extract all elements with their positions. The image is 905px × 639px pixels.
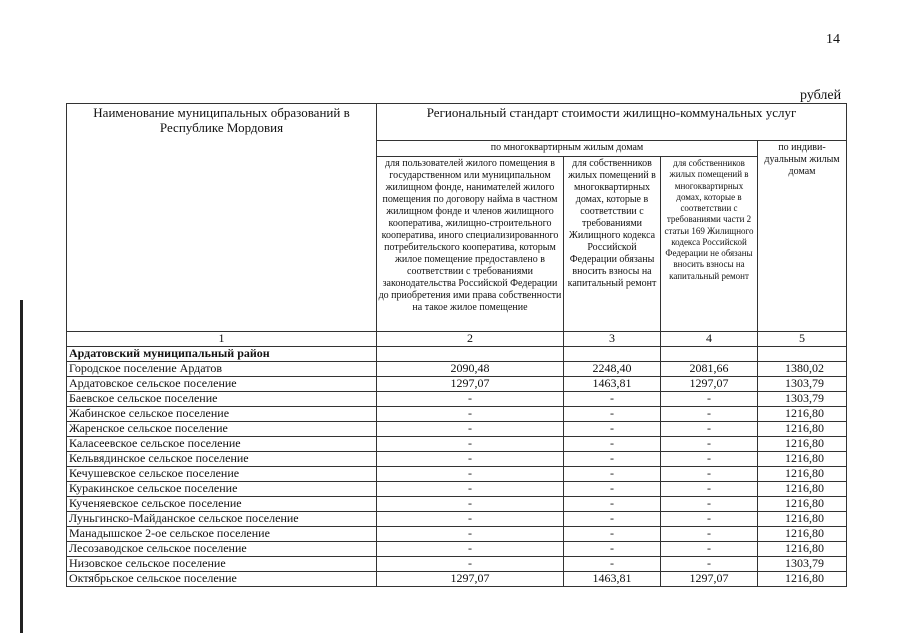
value-col4-cell: 1297,07 [661,572,758,587]
value-col2-cell: - [377,557,564,572]
column-number: 4 [661,332,758,347]
value-col5-cell: 1380,02 [758,362,847,377]
empty-cell [661,347,758,362]
column-number: 3 [564,332,661,347]
value-col5-cell: 1216,80 [758,422,847,437]
value-col2-cell: - [377,422,564,437]
value-col5-cell: 1303,79 [758,557,847,572]
value-col5-cell: 1216,80 [758,467,847,482]
value-col5-cell: 1216,80 [758,527,847,542]
value-col5-cell: 1216,80 [758,497,847,512]
municipality-name-cell: Луньгинско-Майданское сельское поселение [67,512,377,527]
table-row [67,542,847,557]
value-col5-cell: 1216,80 [758,407,847,422]
value-col4-cell: - [661,482,758,497]
value-col2-cell: - [377,392,564,407]
municipality-name-cell: Ардатовское сельское поселение [67,377,377,392]
municipality-name-cell: Жабинское сельское поселение [67,407,377,422]
value-col3-cell: - [564,557,661,572]
value-col4-cell: - [661,512,758,527]
municipality-name-cell: Кельвядинское сельское поселение [67,452,377,467]
value-col3-cell: - [564,437,661,452]
municipality-name-cell: Октябрьское сельское поселение [67,572,377,587]
table-row [67,422,847,437]
page-number: 14 [826,32,840,47]
value-col3-cell: - [564,467,661,482]
municipality-name-cell: Жаренское сельское поселение [67,422,377,437]
value-col2-cell: - [377,497,564,512]
value-col4-cell: - [661,557,758,572]
value-col3-cell: - [564,482,661,497]
municipality-name-cell: Манадышское 2-ое сельское поселение [67,527,377,542]
municipality-name-cell: Низовское сельское поселение [67,557,377,572]
value-col4-cell: - [661,452,758,467]
value-col3-cell: 1463,81 [564,377,661,392]
section-row [67,347,847,362]
value-col2-cell: - [377,512,564,527]
municipality-name-cell: Баевское сельское поселение [67,392,377,407]
value-col5-cell: 1303,79 [758,392,847,407]
municipality-name-cell: Кученяевское сельское поселение [67,497,377,512]
municipality-name-cell: Куракинское сельское поселение [67,482,377,497]
table-row [67,452,847,467]
header-multi-apartment: по многоквартирным жилым домам [377,141,758,157]
header-col2-users: для пользователей жилого помещения в государственном или муниципальном жилищном фонде, нанимателей жилого помещения по договору найма в частном жилищном фонде и членов жилищного кооператива, жилищно-строительного кооператива, иного специализированного потребительского кооператива, которым жилое помещение предоставлено в соответствии с требованиями законодательства Российской Федерации до приобретения ими права собственности на такое жилое помещение [377,157,564,332]
value-col3-cell: - [564,422,661,437]
municipality-name-cell: Лесозаводское сельское поселение [67,542,377,557]
municipality-name-cell: Каласеевское сельское поселение [67,437,377,452]
value-col5-cell: 1216,80 [758,542,847,557]
table-row [67,557,847,572]
header-col3-owners-obliged: для собственников жилых помещений в многоквартирных домах, которые в соответствии с требованиями Жилищного кодекса Российской Федерации обязаны вносить взносы на капитальный ремонт [564,157,661,332]
value-col2-cell: - [377,527,564,542]
value-col2-cell: - [377,407,564,422]
header-individual-houses: по индиви-дуальным жилым домам [758,141,847,332]
value-col4-cell: - [661,407,758,422]
table-row [67,482,847,497]
header-col4-owners-not-obliged: для собственников жилых помещений в многоквартирных домах, которые в соответствии с требованиями части 2 статьи 169 Жилищного кодекса Российской Федерации не обязаны вносить взносы на капитальный ремонт [661,157,758,332]
table-row [67,467,847,482]
value-col5-cell: 1216,80 [758,572,847,587]
header-municipality-name: Наименование муниципальных образований в Республике Мордовия [67,104,377,332]
table-row [67,407,847,422]
value-col2-cell: - [377,467,564,482]
scan-edge-line [20,300,23,633]
value-col4-cell: - [661,542,758,557]
municipality-name-cell: Кечушевское сельское поселение [67,467,377,482]
value-col2-cell: - [377,482,564,497]
column-number: 2 [377,332,564,347]
value-col3-cell: - [564,497,661,512]
empty-cell [564,347,661,362]
value-col2-cell: - [377,542,564,557]
header-row-top [67,104,847,141]
empty-cell [377,347,564,362]
table-row [67,362,847,377]
table-row [67,572,847,587]
value-col3-cell: - [564,392,661,407]
value-col3-cell: 2248,40 [564,362,661,377]
value-col4-cell: 2081,66 [661,362,758,377]
value-col4-cell: - [661,392,758,407]
column-number-row [67,332,847,347]
table-row [67,392,847,407]
value-col5-cell: 1216,80 [758,452,847,467]
table-row [67,437,847,452]
header-regional-standard: Региональный стандарт стоимости жилищно-коммунальных услуг [377,104,847,141]
value-col4-cell: - [661,497,758,512]
table-row [67,527,847,542]
value-col5-cell: 1216,80 [758,437,847,452]
value-col3-cell: - [564,452,661,467]
value-col3-cell: - [564,527,661,542]
value-col4-cell: - [661,527,758,542]
value-col2-cell: 1297,07 [377,377,564,392]
value-col4-cell: - [661,437,758,452]
value-col5-cell: 1216,80 [758,512,847,527]
empty-cell [758,347,847,362]
value-col3-cell: - [564,407,661,422]
tariff-table [66,103,847,587]
unit-label: рублей [800,88,842,103]
value-col2-cell: - [377,452,564,467]
value-col5-cell: 1216,80 [758,482,847,497]
municipality-name-cell: Городское поселение Ардатов [67,362,377,377]
value-col2-cell: - [377,437,564,452]
value-col3-cell: - [564,512,661,527]
column-number: 5 [758,332,847,347]
tariff-table-container [66,103,847,587]
section-title: Ардатовский муниципальный район [67,347,377,362]
value-col2-cell: 1297,07 [377,572,564,587]
value-col4-cell: - [661,467,758,482]
value-col4-cell: 1297,07 [661,377,758,392]
value-col5-cell: 1303,79 [758,377,847,392]
value-col2-cell: 2090,48 [377,362,564,377]
column-number: 1 [67,332,377,347]
value-col3-cell: - [564,542,661,557]
table-row [67,377,847,392]
value-col3-cell: 1463,81 [564,572,661,587]
table-row [67,497,847,512]
value-col4-cell: - [661,422,758,437]
table-row [67,512,847,527]
